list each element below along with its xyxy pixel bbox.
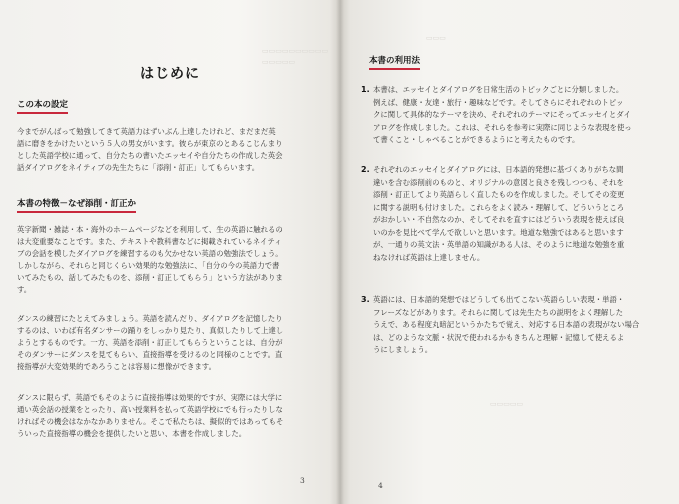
text-line: 英語には、日本語的発想ではどうしても出てこない英語らしい表現・単語・	[373, 295, 625, 304]
text-line: 英字新聞・雑誌・本・海外のホームページなどを利用して、生の英語に触れるの	[17, 225, 283, 234]
page-title: はじめに	[140, 66, 200, 82]
bleed-through-text: ▭▭▭	[426, 34, 446, 42]
text-line: それぞれのエッセイとダイアログには、日本語的発想に基づくありがちな間	[373, 165, 624, 174]
book-gutter	[336, 0, 344, 504]
text-line: は、どのような文脈・状況で使われるかもきちんと理解・記憶して使えるよ	[373, 332, 625, 342]
text-line: しかしながら、それらと同じくらい効果的な勉強法に、「自分の今の英語力で書	[17, 261, 280, 270]
setting-paragraph	[17, 126, 335, 174]
text-line: ブの会話を模したダイアログを練習するのも欠かせない英語の勉強法でしょう。	[17, 249, 283, 258]
features-paragraph-1	[17, 224, 335, 296]
text-line: ダンスの練習にたとえてみましょう。英語を読んだり、ダイアログを記憶したり	[17, 314, 283, 323]
text-line: す。	[17, 285, 32, 294]
item-number: 2.	[361, 165, 370, 174]
page-number-left: 3	[300, 476, 305, 485]
bleed-through-text: ▭▭▭▭▭	[490, 400, 524, 408]
text-line: 本書は、エッセイとダイアログを日常生活のトピックごとに分類しました。	[373, 85, 624, 94]
section-heading-usage: 本書の利用法	[369, 56, 421, 66]
text-line: は大変重要なことです。また、テキストや教科書などに掲載されているネイティ	[17, 237, 282, 246]
text-line: が、一通りの英文法・英単語の知識がある人は、そのように地道な勉強を重	[373, 240, 625, 249]
text-line: 例えば、健康・友達・旅行・趣味などです。そしてさらにそれぞれのトピッ	[373, 97, 624, 107]
text-line: がおかしい・不自然なのか、そしてそれを直すにはどういう表現を使えば良	[373, 215, 625, 224]
text-line: いてみたもの、話してみたものを、添削・訂正してもらう」という方法がありま	[17, 273, 283, 282]
bleed-through-text: ▭▭▭▭▭	[262, 58, 296, 66]
text-line: 話ダイアログをネイティブの先生たちに「添削・訂正」してもらいます。	[17, 163, 260, 172]
text-line: ければその機会はなかなかありません。そこで私たちは、擬似的ではあってもそ	[17, 417, 284, 426]
item-number: 3.	[361, 295, 370, 304]
text-line: うえで、ある程度丸暗記というかたちで覚え、対応する日本語の表現がない場合	[373, 320, 640, 329]
item-number: 1.	[361, 85, 370, 94]
text-line: うにしましょう。	[373, 345, 433, 354]
usage-item-2	[361, 164, 663, 264]
section-heading-features: 本書の特徴－なぜ添削・訂正か	[17, 199, 137, 209]
usage-item-1	[361, 84, 663, 147]
text-line: クに関して具体的なテーマを決め、それぞれのテーマにそってエッセイとダイ	[373, 110, 631, 119]
usage-item-3	[361, 294, 663, 357]
text-line: に関する説明も付けました。これらをよく読み・理解して、どういうところ	[373, 202, 625, 212]
page-number-right: 4	[378, 481, 383, 490]
features-paragraph-3	[17, 392, 335, 440]
text-line: 接指導が大変効果的であろうことは容易に想像ができます。	[17, 362, 216, 371]
text-line: 語に磨きをかけたいという５人の男女がいます。彼らが東京のとあるこじんまり	[17, 139, 283, 148]
text-line: フレーズなどがあります。それらに関しては先生たちの説明をよく理解した	[373, 307, 624, 317]
text-line: とした英語学校に通って、自分たちの書いたエッセイや自分たちの作成した英会	[17, 151, 283, 160]
text-line: ようとするものです。一方、英語を添削・訂正してもらうということは、自分が	[17, 338, 283, 347]
bleed-through-text: ▭▭▭▭▭▭▭▭▭▭	[262, 47, 329, 55]
text-line: て書くこと・しゃべることができるようにと考えたものです。	[373, 135, 580, 144]
text-line: するのは、いわば有名ダンサーの踊りをしっかり見たり、真似したりして上達し	[17, 326, 284, 335]
text-line: いのかを見比べて学んで欲しいと思います。地道な勉強ではあると思います	[373, 227, 624, 237]
text-line: 通い英会話の授業をとったり、高い授業料を払って英語学校にでも行ったりしな	[17, 405, 283, 414]
text-line: 添削・訂正してより英語らしく直したものを作成しました。そしてその変更	[373, 190, 625, 199]
text-line: ねなければ英語は上達しません。	[373, 252, 485, 262]
section-heading-setting: この本の設定	[17, 100, 69, 110]
text-line: ダンスに限らず、英語でもそのように直接指導は効果的ですが、実際には大学に	[17, 393, 283, 402]
text-line: 違いを含む添削前のものと、オリジナルの意図と良さを残しつつも、それを	[373, 177, 624, 187]
text-line: ういった直接指導の機会を提供したいと思い、本書を作成しました。	[17, 429, 247, 438]
text-line: 今までがんばって勉強してきて英語力はずいぶん上達したけれど、まだまだ英	[17, 127, 276, 136]
text-line: アログを作成しました。これは、それらを参考に実際に同じような表現を使っ	[373, 122, 632, 132]
text-line: そのダンサーにダンスを見てもらい、直接指導を受けるのと同様のことです。直	[17, 350, 283, 359]
features-paragraph-2	[17, 313, 335, 373]
